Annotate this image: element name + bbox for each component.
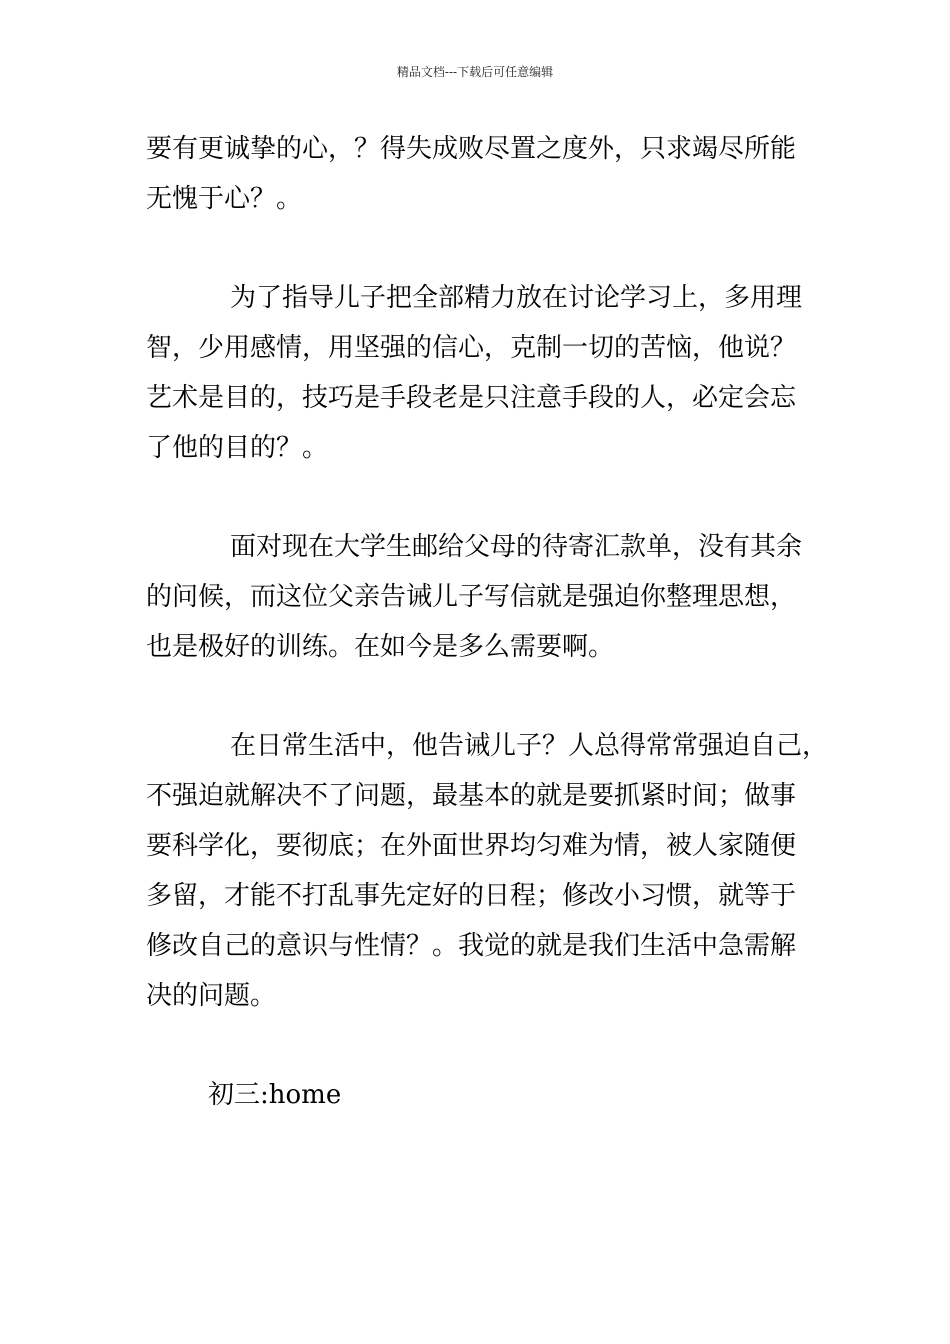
paragraph-line: 也是极好的训练。在如今是多么需要啊。 xyxy=(146,632,615,662)
paragraph-line: 艺术是目的，技巧是手段老是只注意手段的人，必定会忘 xyxy=(146,383,797,413)
paragraph-3 xyxy=(146,522,816,672)
paragraph-line: 要科学化，要彻底；在外面世界均匀难为情，被人家随便 xyxy=(146,831,797,861)
paragraph-line: 无愧于心？。 xyxy=(146,184,303,214)
paragraph-line: 智，少用感情，用坚强的信心，克制一切的苦恼，他说？ xyxy=(146,333,797,363)
paragraph-1 xyxy=(146,124,816,224)
paragraph-line: 为了指导儿子把全部精力放在讨论学习上，多用理 xyxy=(230,283,803,313)
paragraph-line: 决的问题。 xyxy=(146,981,277,1011)
paragraph-line: 多留，才能不打乱事先定好的日程；修改小习惯，就等于 xyxy=(146,881,797,911)
paragraph-2 xyxy=(146,273,816,473)
paragraph-4 xyxy=(146,721,829,1021)
paragraph-line: 要有更诚挚的心，？得失成败尽置之度外，只求竭尽所能 xyxy=(146,134,797,164)
paragraph-line: 的问候，而这位父亲告诫儿子写信就是强迫你整理思想， xyxy=(146,582,797,612)
page-header: 精品文档---下载后可任意编辑 xyxy=(396,65,554,79)
paragraph-line: 不强迫就解决不了问题，最基本的就是要抓紧时间；做事 xyxy=(146,781,797,811)
paragraph-line: 修改自己的意识与性情？。我觉的就是我们生活中急需解 xyxy=(146,931,797,961)
paragraph-line: 面对现在大学生邮给父母的待寄汇款单，没有其余 xyxy=(230,532,803,562)
footer-line: 初三:home xyxy=(208,1080,342,1110)
document-body xyxy=(146,124,829,1120)
paragraph-line: 在日常生活中，他告诫儿子？人总得常常强迫自己， xyxy=(230,731,829,761)
paragraph-line: 了他的目的？。 xyxy=(146,433,329,463)
